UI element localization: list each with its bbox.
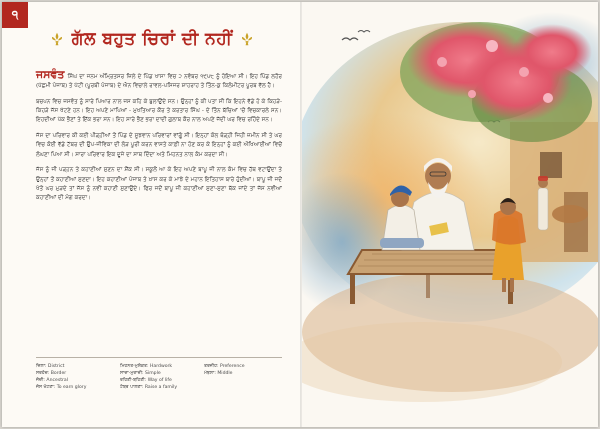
glossary-entry: ਤਰਜੀਹ: Preference bbox=[204, 364, 245, 369]
girl-legs bbox=[502, 278, 506, 292]
flower bbox=[519, 67, 529, 77]
glossary-entry: ਜੱਸ ਖੱਟਣਾ: To earn glory bbox=[36, 385, 87, 390]
paragraph: ਜਸਵੰਤ ਸਿੰਘ ਦਾ ਜਨਮ ਅੰਮ੍ਰਿਤਸਰ ਜ਼ਿਲੇ ਦੇ ਪਿੰਡ ਖਾਸਾ ਵਿਚ ੨ ਨਵੰਬਰ ੧੯੫੮ ਨੂੰ ਹੋਇਆ ਸੀ। ਇਹ ਪਿੰਡ ਲਹੌਰ (ਪੱਛਮੀ ਪੰਜਾਬ) ਤੇ ਪੱਟੀ (ਪੂਰਬੀ ਪੰਜਾਬ) ਦੇ ਐਨ ਵਿਚਾਲੇ ਰਾਵਲ-ਪਸਿਜਰ ਸ਼ਾਹਰਾਹ ਤੇ ਤਿੰਨ-ਕੁ ਕਿਲੋਮੀਟਰ ਪੂਰਬ ਵੱਲ ਹੈ। bbox=[36, 68, 282, 90]
glossary-entry: ਟੱਬਰ ਪਾਲਣਾ: Raise a family bbox=[120, 385, 178, 390]
fleur-de-lis-icon bbox=[240, 32, 254, 46]
flower bbox=[543, 93, 553, 103]
watercolor-illustration bbox=[302, 2, 598, 427]
glossary-entry: ਰਹਿਣੀ-ਬਹਿਣੀ: Way of life bbox=[120, 378, 172, 383]
house-window bbox=[540, 152, 562, 178]
left-page bbox=[2, 2, 302, 427]
illustration-page bbox=[302, 2, 598, 427]
flower bbox=[468, 90, 476, 98]
flower bbox=[437, 57, 447, 67]
cot-leg bbox=[426, 274, 430, 298]
glossary-entry: ਜ਼ਿਲਾ: District bbox=[36, 364, 65, 369]
chapter-title-row bbox=[32, 24, 272, 54]
paragraph: ਜੱਸ ਨੂੰ ਜੀ ਪੜ੍ਹਨ ਤੇ ਕਹਾਣੀਆਂ ਸੁਣਨ ਦਾ ਸ਼ੌਂਕ ਸੀ। ਸਕੂਲੋਂ ਆ ਕੇ ਇਹ ਅਪਣੇ ਬਾਪੂ ਜੀ ਨਾਲ ਕੰਮ ਵਿਚ ਹੱਥ ਵਟਾਉਂਦਾ ਤੇ ਉਨ੍ਹਾਂ ਤੋਂ ਕਹਾਣੀਆਂ ਸੁਣਦਾ। ਇਹ ਕਹਾਣੀਆਂ ਪੰਜਾਬ ਤੇ ਖ਼ਾਸ ਕਰ ਕੇ ਮਾਝੇ ਦੇ ਮਹਾਨ ਇਤਿਹਾਸ ਬਾਰੇ ਹੁੰਦੀਆਂ। ਬਾਪੂ ਜੀ ਜਦੋਂ ਖੇਤੋਂ ਘਰ ਮੁੜਦੇ ਤਾਂ ਜੱਸ ਨੂੰ ਨਵੀਂ ਕਹਾਣੀ ਸੁਣਾਉਂਦੇ। ਫਿਰ ਜਦੋਂ ਬਾਪੂ ਜੀ ਕਹਾਣੀਆਂ ਸੁਣਾ-ਸੁਣਾ ਥੱਕ ਜਾਂਦੇ ਤਾਂ ਜੱਸ ਨਵੀਆਂ ਕਹਾਣੀਆਂ ਦੀ ਮੰਗ ਕਰਦਾ। bbox=[36, 167, 282, 202]
farmer-turban bbox=[538, 176, 548, 181]
glossary-entry: ਸਰਹੱਦ: Border bbox=[36, 371, 67, 376]
cot-frame bbox=[348, 250, 516, 274]
glossary-entry: ਮਿਹਨਤ-ਮੁਸ਼ੱਕਤ: Hardwork bbox=[120, 364, 173, 369]
glossary-entry: ਜੱਦੀ: Ancestral bbox=[36, 378, 69, 383]
girl-legs bbox=[510, 278, 514, 292]
glossary-entry bbox=[204, 384, 282, 391]
glossary-entry: ਮੰਝਲਾ: Middle bbox=[204, 371, 233, 376]
glossary-divider bbox=[36, 357, 282, 358]
glossary-entry bbox=[204, 377, 282, 384]
glossary-entry: ਸਾਦਾ-ਮੁਰਾਦੀ: Simple bbox=[120, 371, 161, 376]
drop-cap-word: ਜਸਵੰਤ bbox=[36, 68, 65, 81]
cow bbox=[552, 205, 588, 223]
chapter-title: ਗੱਲ ਬਹੁਤ ਚਿਰਾਂ ਦੀ ਨਹੀਂ bbox=[71, 29, 233, 49]
glossary bbox=[36, 363, 282, 391]
paragraph: ਜੱਸ ਦਾ ਪਰਿਵਾਰ ਕੀ ਕਈ ਪੀੜ੍ਹੀਆਂ ਤੋਂ ਪਿੰਡ ਦੇ ਸੂਝਵਾਨ ਪਰਿਵਾਰਾਂ ਵਾਂਗੂੰ ਸੀ। ਇਨ੍ਹਾਂ ਕੋਲ ਥੋੜ੍ਹੀ ਜਿਹੀ ਜ਼ਮੀਨ ਸੀ ਤੇ ਘਰ ਵਿਚ ਕੋਈ ਵੱਡੇ ਟੱਬਰ ਦੀ ਉਪ-ਜੀਵਿਕਾ ਦੀ ਲੋੜ ਪੂਰੀ ਕਰਨ ਵਾਸਤੇ ਕਾਫ਼ੀ ਨਾ ਹੋਣ ਕਰ ਕੇ ਇਨ੍ਹਾਂ ਨੂੰ ਕਈ ਔਖਿਆਈਆਂ ਵਿਚੋਂ ਲੰਘਣਾ ਪਿਆ ਸੀ। ਸਾਰਾ ਪਰਿਵਾਰ ਇਕ ਦੂਜੇ ਦਾ ਸਾਥ ਦਿੰਦਾ ਅਤੇ ਮਿਹਨਤ ਨਾਲ ਕੰਮ ਕਰਦਾ ਸੀ। bbox=[36, 133, 282, 158]
book-spread bbox=[2, 2, 598, 427]
cot-leg bbox=[350, 274, 355, 304]
flower bbox=[486, 40, 498, 52]
boy-trousers bbox=[380, 238, 424, 248]
paragraph: ਬਚਪਨ ਵਿਚ ਜਸਵੰਤ ਨੂੰ ਸਾਰੇ ਪਿਆਰ ਨਾਲ ਜਸ ਕਹਿ ਕੇ ਬੁਲਾਉਂਦੇ ਸਨ। ਉਨ੍ਹਾਂ ਨੂੰ ਕੀ ਪਤਾ ਸੀ ਕਿ ਇਹਨੇ ਵੱਡੇ ਹੋ ਕੇ ਕਿਹੜੇ-ਕਿਹੜੇ ਜੱਸ ਖੱਟਣੇ ਹਨ। ਇਹ ਅਪਣੇ ਮਾਪਿਆਂ - ਮੁਖਤਿਆਰ ਕੌਰ ਤੇ ਕਰਤਾਰ ਸਿੰਘ - ਦੇ ਤਿੰਨ ਬੱਚਿਆਂ 'ਚੋਂ ਵਿਚਕਾਰਲੇ ਸਨ। ਇਹਦੀਆਂ ਪੱਕ ਭੈਣਾਂ ਤੇ ਇੱਕ ਭਰਾ ਸਨ। ਇਹ ਸਾਰੇ ਭੈਣ ਭਰਾ ਦਾਦੀ ਗੁਲਾਬ ਕੌਰ ਨਾਲ ਅਪਣੇ ਜੱਦੀ ਘਰ ਵਿਚ ਰਹਿੰਦੇ ਸਨ। bbox=[36, 99, 282, 124]
page-number-badge: ੧ bbox=[2, 2, 28, 28]
farmer-body bbox=[538, 188, 548, 230]
chapter-body bbox=[36, 70, 282, 210]
fleur-de-lis-icon bbox=[50, 32, 64, 46]
